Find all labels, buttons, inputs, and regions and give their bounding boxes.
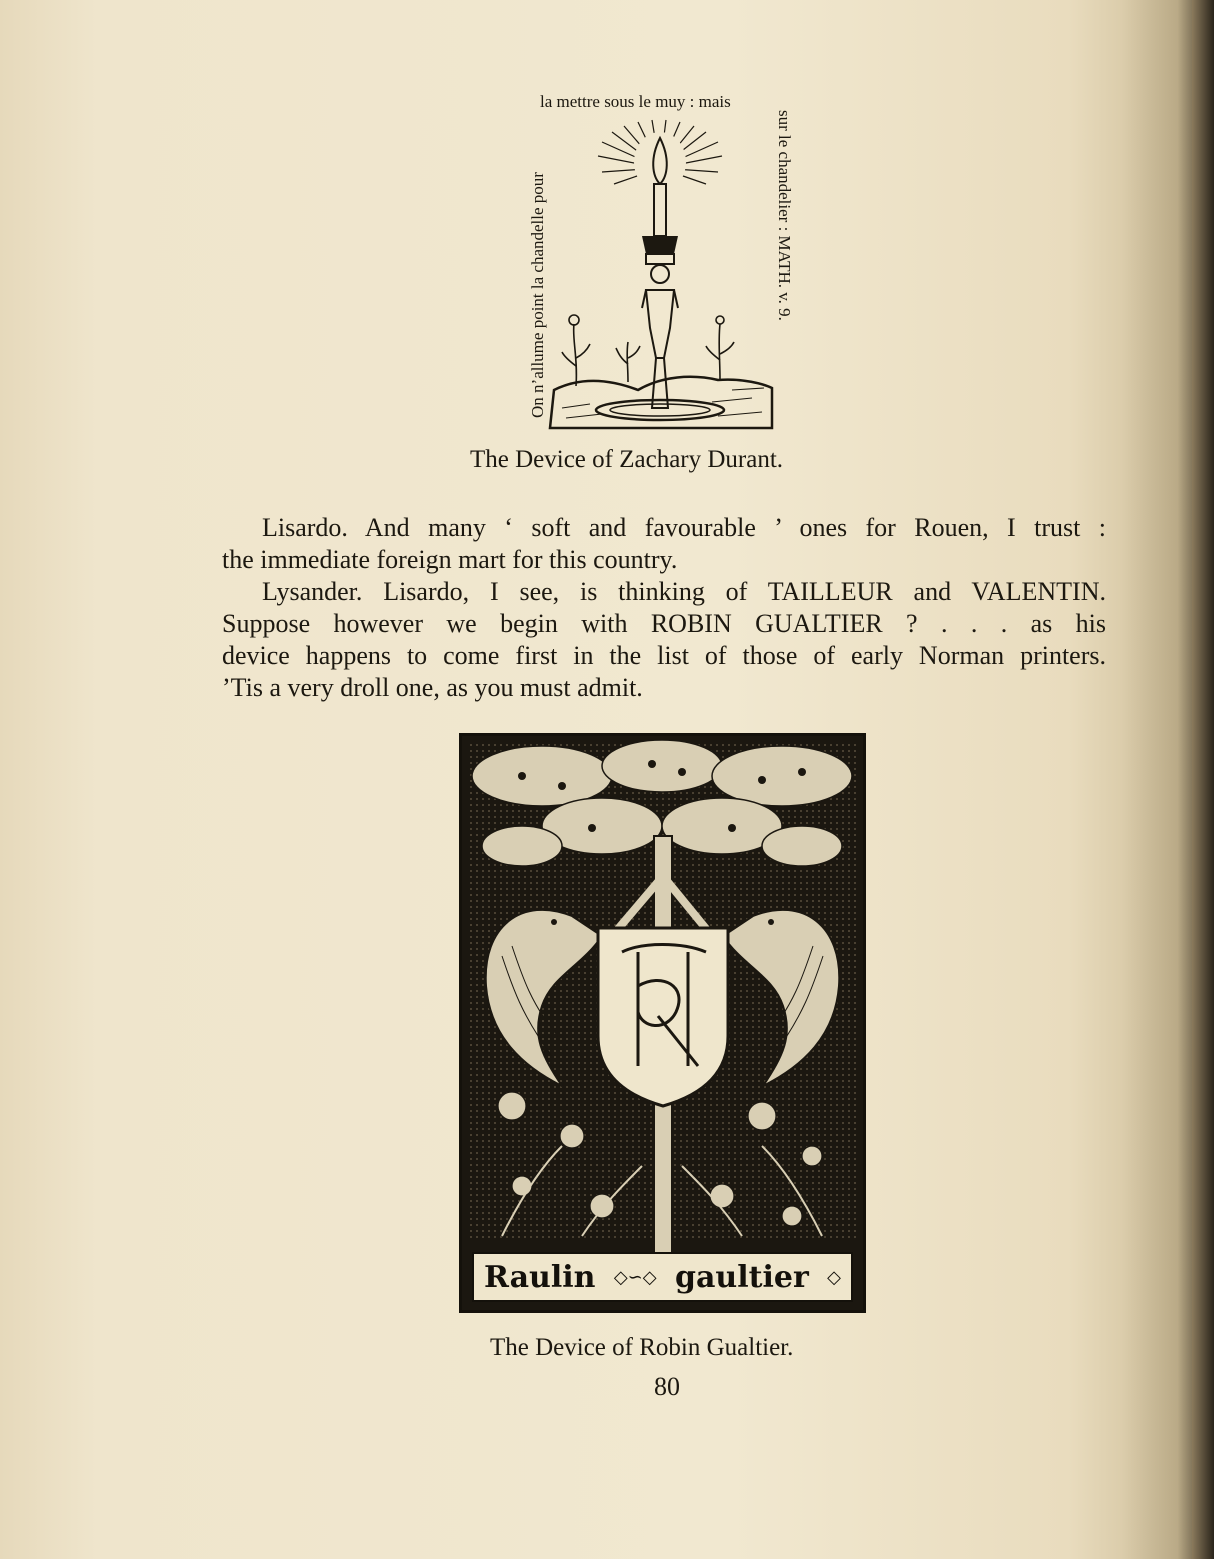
paragraph-line: Lisardo. And many ‘ soft and favourable ’ ones for Rouen, I trust :	[262, 513, 1106, 542]
banner-ornament: ◇∽◇	[613, 1266, 657, 1288]
woodcut-banner	[472, 1252, 853, 1302]
paragraph-lysander	[222, 576, 1106, 608]
paragraph-lisardo-end	[222, 544, 1106, 576]
paragraph-line: device happens to come first in the list of those of early Norman printers.	[222, 641, 1106, 670]
device1-right-inscription: sur le chandelier : MATH. v. 9.	[775, 110, 794, 321]
candlestick-woodcut	[542, 118, 774, 432]
book-spine	[1192, 0, 1214, 1559]
paragraph-line: ’Tis a very droll one, as you must admit.	[222, 673, 643, 702]
device1-left-inscription: On n’allume point la chandelle pour	[528, 172, 547, 418]
show-through-text	[222, 96, 228, 123]
page-gutter-shadow	[1122, 0, 1192, 1559]
device1-caption: The Device of Zachary Durant.	[470, 446, 784, 473]
paragraph-lysander-2	[222, 608, 1106, 640]
paragraph-line: Suppose however we begin with ROBIN GUALTIER ? . . . as his	[222, 609, 1106, 638]
paragraph-line: Lysander. Lisardo, I see, is thinking of TAILLEUR and VALENTIN.	[262, 577, 1106, 606]
page-number: 80	[654, 1372, 680, 1401]
banner-name-right: gaultier	[674, 1259, 809, 1295]
paragraph-lysander-4	[222, 672, 1106, 704]
banner-ornament-end: ◇	[827, 1266, 841, 1288]
gualtier-woodcut	[459, 733, 866, 1313]
paragraph-lisardo	[222, 512, 1106, 544]
banner-name-left: Raulin	[484, 1259, 596, 1295]
device1-top-inscription: la mettre sous le muy : mais	[540, 92, 731, 111]
paragraph-lysander-3	[222, 640, 1106, 672]
paragraph-line: the immediate foreign mart for this country.	[222, 545, 678, 574]
device2-caption: The Device of Robin Gualtier.	[490, 1334, 794, 1361]
